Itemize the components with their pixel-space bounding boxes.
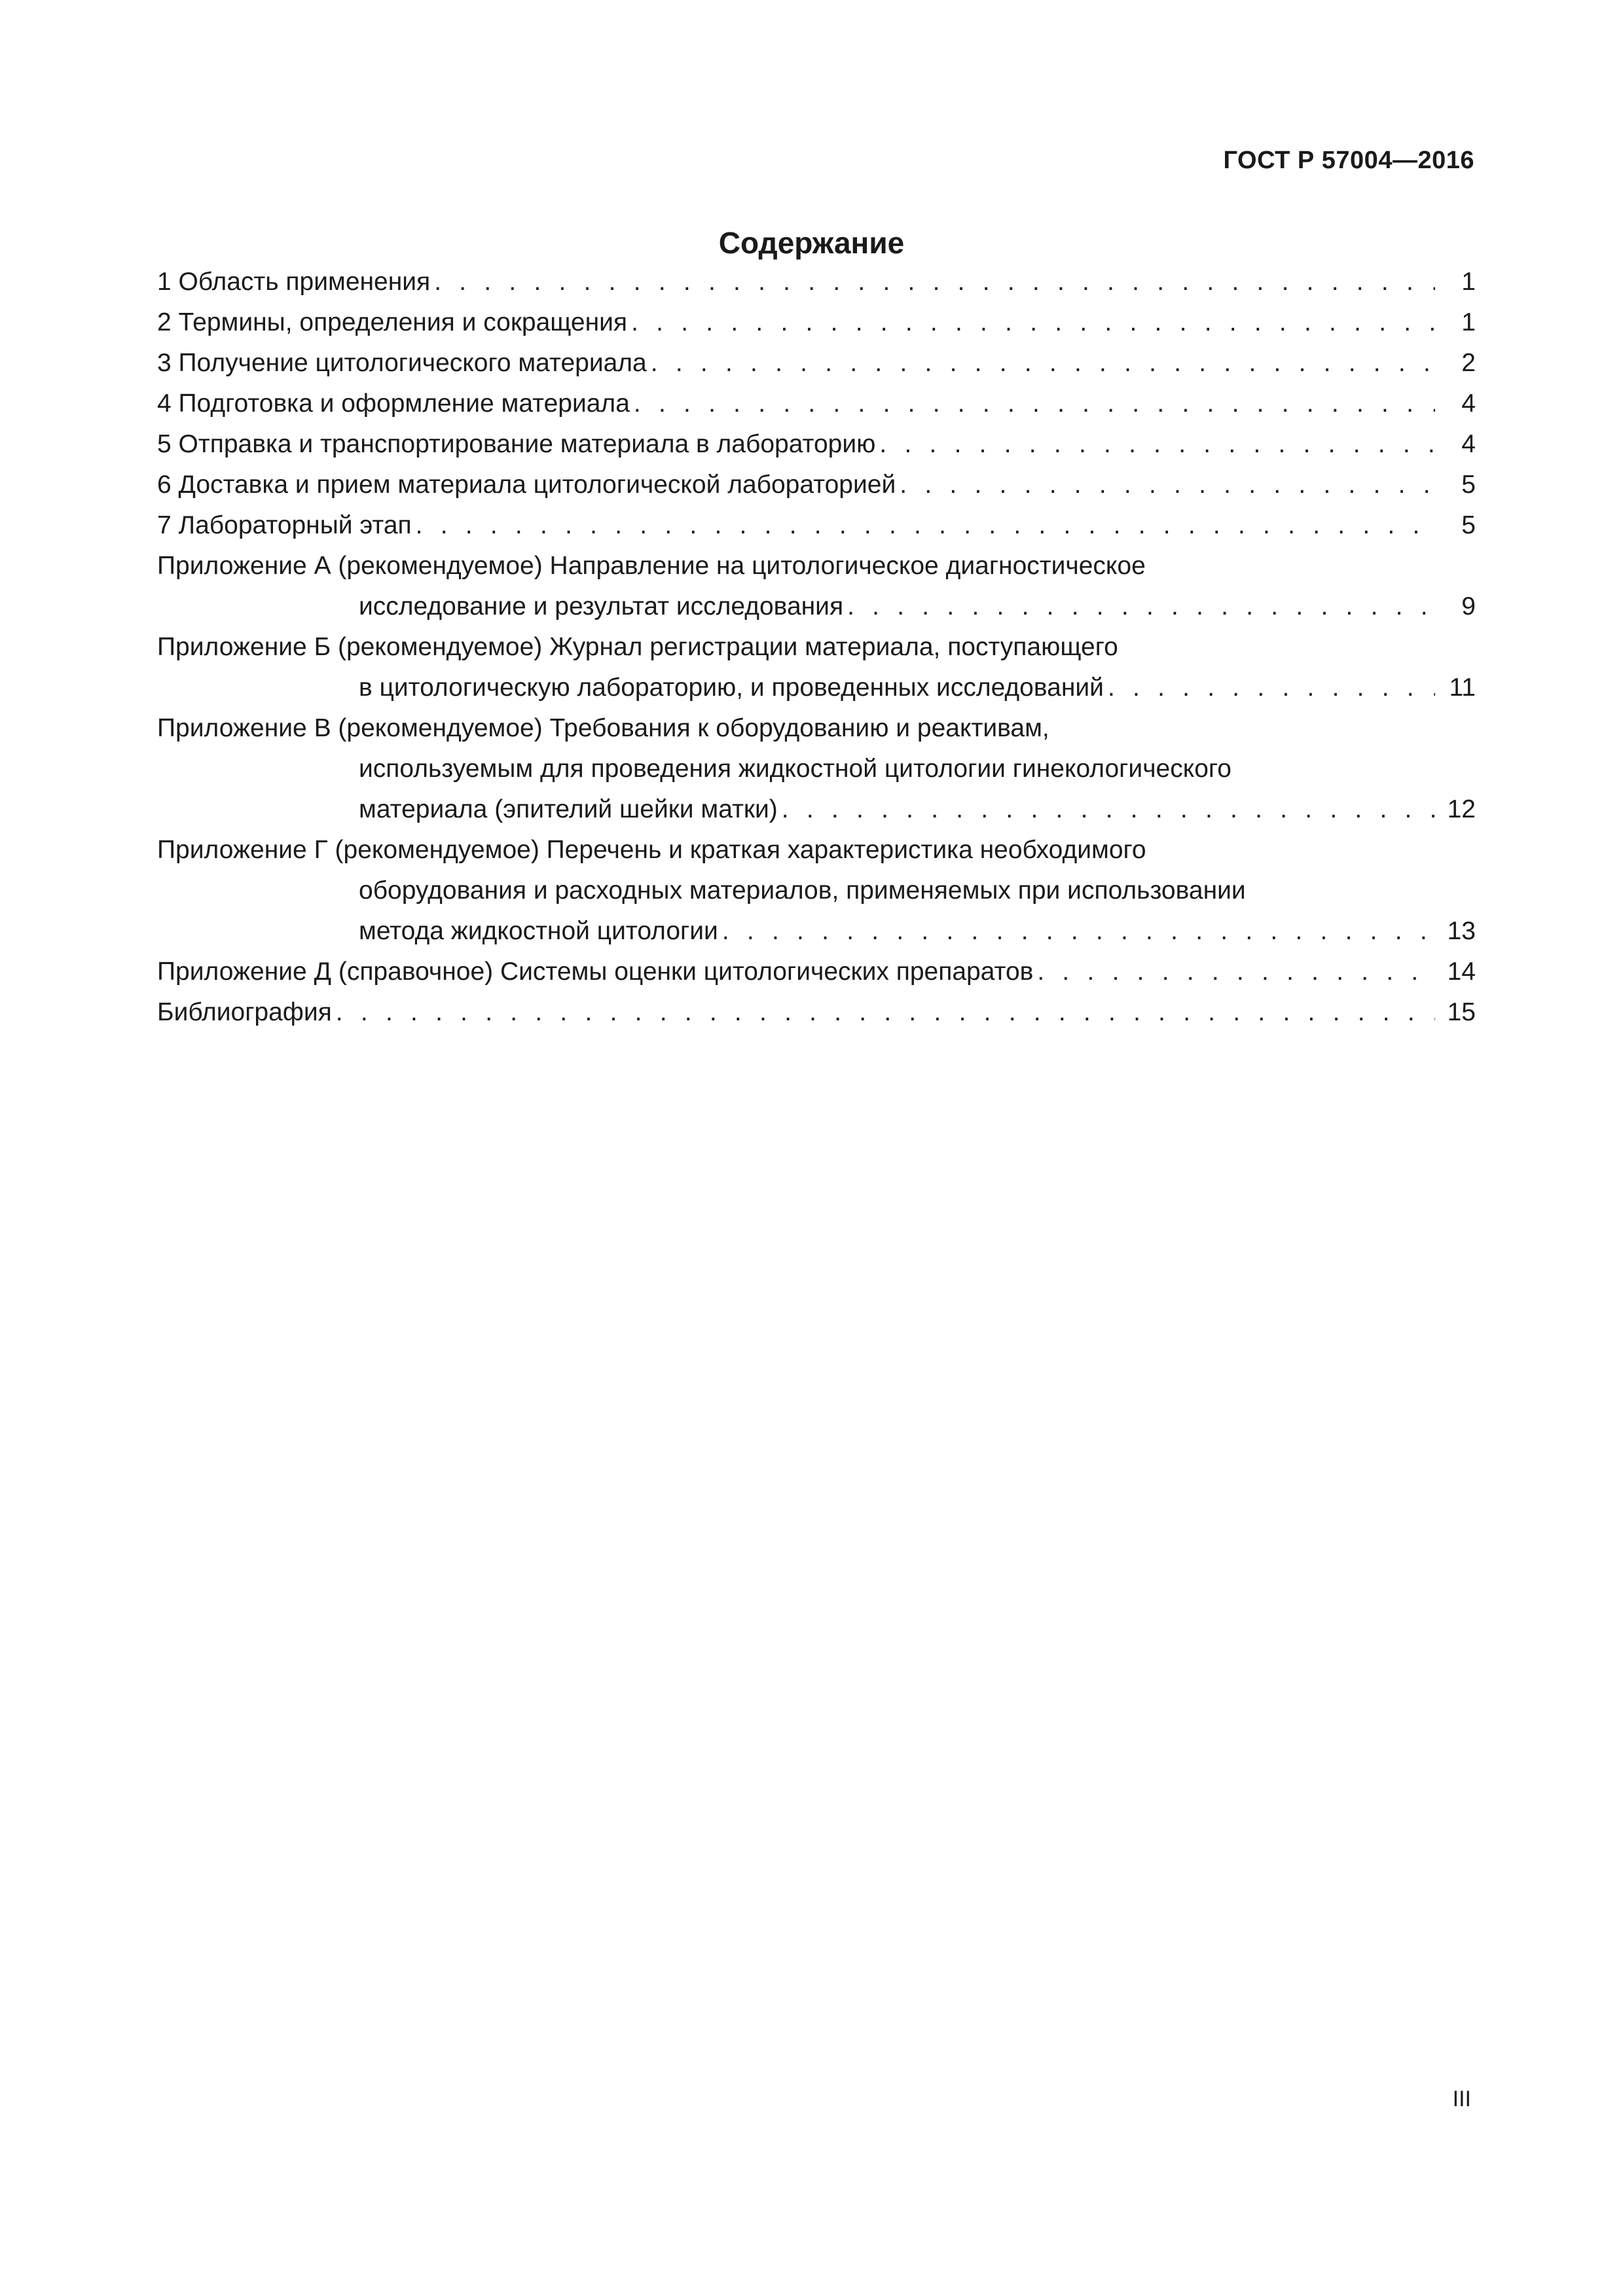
toc-entry-title: 1 Область применения xyxy=(157,268,431,296)
dot-leader xyxy=(416,505,1435,546)
toc-entry[interactable] xyxy=(157,384,1476,424)
toc-entry-title: Приложение В (рекомендуемое) Требования к оборудованию и реактивам, xyxy=(157,714,1049,742)
toc-entry-page: 1 xyxy=(1461,268,1476,296)
toc-entry-title-continuation: исследование и результат исследования xyxy=(359,592,844,620)
toc-entry[interactable] xyxy=(157,343,1476,384)
dot-leader xyxy=(651,343,1435,384)
toc-entry-title: Библиография xyxy=(157,998,332,1026)
toc-entry[interactable] xyxy=(157,546,1476,627)
toc-entry-page: 5 xyxy=(1461,511,1476,539)
toc-entry-page: 4 xyxy=(1461,430,1476,458)
toc-entry-page: 13 xyxy=(1447,917,1476,945)
dot-leader xyxy=(722,911,1435,952)
toc-entry-page: 12 xyxy=(1447,795,1476,823)
dot-leader xyxy=(336,992,1435,1033)
dot-leader xyxy=(782,789,1435,830)
toc-entry[interactable] xyxy=(157,302,1476,343)
toc-entry-title: Приложение Б (рекомендуемое) Журнал регистрации материала, поступающего xyxy=(157,633,1118,661)
page-number: III xyxy=(1452,2087,1471,2111)
dot-leader xyxy=(1108,668,1435,708)
dot-leader xyxy=(847,586,1435,627)
toc-entry-title-continuation: в цитологическую лабораторию, и проведенных исследований xyxy=(359,673,1104,702)
toc-entry[interactable] xyxy=(157,262,1476,302)
toc-entry-page: 5 xyxy=(1461,471,1476,499)
dot-leader xyxy=(1037,952,1435,992)
toc-entry[interactable] xyxy=(157,992,1476,1033)
toc-entry[interactable] xyxy=(157,952,1476,992)
toc-entry-page: 1 xyxy=(1461,308,1476,336)
toc-entry[interactable] xyxy=(157,424,1476,465)
toc-entry[interactable] xyxy=(157,830,1476,952)
toc-entry-page: 11 xyxy=(1449,673,1476,702)
toc-entry-page: 4 xyxy=(1461,389,1476,418)
dot-leader xyxy=(900,465,1435,505)
toc-entry-page: 15 xyxy=(1447,998,1476,1026)
toc-entry-title: Приложение Г (рекомендуемое) Перечень и краткая характеристика необходимого xyxy=(157,836,1146,864)
dot-leader xyxy=(631,302,1435,343)
toc-title: Содержание xyxy=(718,226,905,260)
toc-entry-title: 7 Лабораторный этап xyxy=(157,511,412,539)
dot-leader xyxy=(879,424,1435,465)
toc-entry-title-continuation: оборудования и расходных материалов, применяемых при использовании xyxy=(359,876,1246,905)
toc-entry-title: 2 Термины, определения и сокращения xyxy=(157,308,628,336)
document-header: ГОСТ Р 57004—2016 xyxy=(1223,147,1474,174)
dot-leader xyxy=(434,262,1435,302)
toc-entry-title: 6 Доставка и прием материала цитологической лабораторией xyxy=(157,471,896,499)
toc-entry-page: 14 xyxy=(1447,958,1476,986)
toc-entry-title-continuation: используемым для проведения жидкостной цитологии гинекологического xyxy=(359,755,1231,783)
toc-entry-title: Приложение А (рекомендуемое) Направление на цитологическое диагностическое xyxy=(157,552,1146,580)
toc-entry[interactable] xyxy=(157,505,1476,546)
toc-entry[interactable] xyxy=(157,465,1476,505)
table-of-contents xyxy=(157,262,1476,1033)
toc-entry-title: 3 Получение цитологического материала xyxy=(157,349,647,377)
toc-entry-page: 9 xyxy=(1461,592,1476,620)
toc-entry-title-continuation: материала (эпителий шейки матки) xyxy=(359,795,778,823)
toc-entry-title: 5 Отправка и транспортирование материала в лабораторию xyxy=(157,430,876,458)
toc-entry-page: 2 xyxy=(1461,349,1476,377)
toc-entry-title-continuation: метода жидкостной цитологии xyxy=(359,917,718,945)
toc-entry-title: Приложение Д (справочное) Системы оценки цитологических препаратов xyxy=(157,958,1034,986)
toc-entry-title: 4 Подготовка и оформление материала xyxy=(157,389,630,418)
toc-entry[interactable] xyxy=(157,708,1476,830)
toc-entry[interactable] xyxy=(157,627,1476,708)
dot-leader xyxy=(634,384,1435,424)
